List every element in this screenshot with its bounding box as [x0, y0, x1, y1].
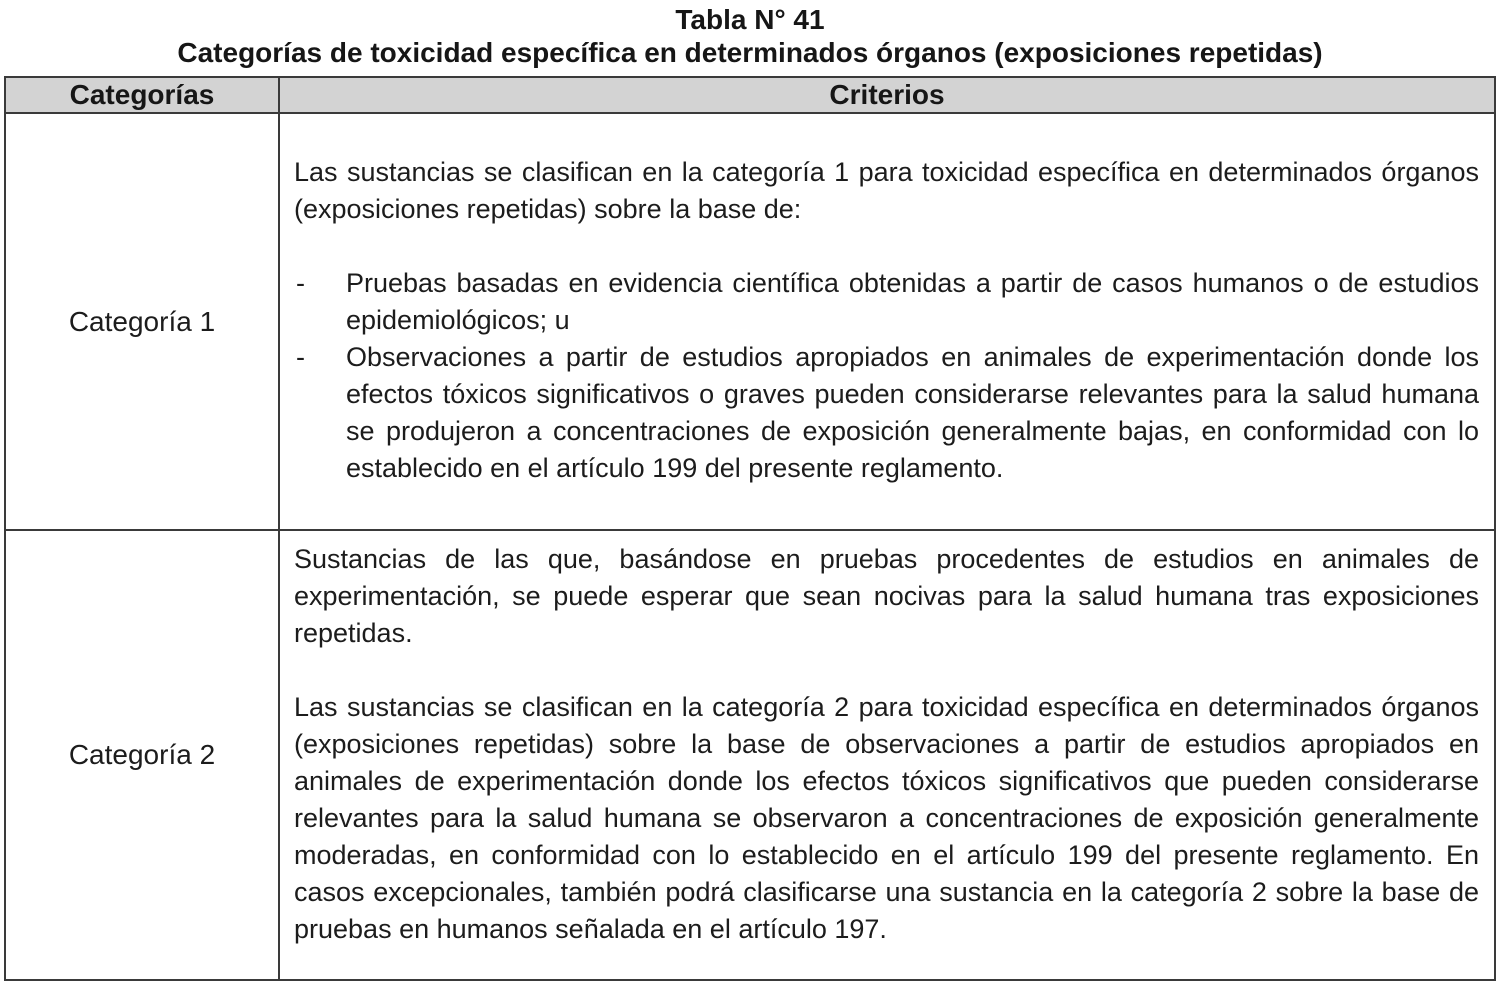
header-cell-criterios: Criterios: [279, 77, 1495, 113]
category-2-paragraph-1: Sustancias de las que, basándose en pruebas procedentes de estudios en animales de experimentación, se puede esperar que sean nocivas para la salud humana tras exposiciones repetidas.: [294, 544, 1479, 648]
toxicity-categories-table: [4, 76, 1496, 981]
category-1-criteria-cell: [279, 113, 1495, 530]
dash-bullet-marker: -: [296, 342, 305, 372]
bullet-item-1: [294, 265, 1479, 339]
category-2-label: Categoría 2: [5, 530, 279, 980]
category-1-label: Categoría 1: [5, 113, 279, 530]
table-number-title: Tabla N° 41: [675, 4, 825, 35]
header-cell-categorias: Categorías: [5, 77, 279, 113]
table-header-row: [5, 77, 1495, 113]
category-2-criteria-cell: [279, 530, 1495, 980]
table-row-categoria-2: [5, 530, 1495, 980]
dash-bullet-marker: -: [296, 268, 305, 298]
category-2-paragraph-2: Las sustancias se clasifican en la categoría 2 para toxicidad específica en determinados órganos (exposiciones repetidas) sobre la base de observaciones a partir de estudios apropiados en animales de experimentación donde los efectos tóxicos significativos que pueden considerarse relevantes para la salud humana se observaron a concentraciones de exposición generalmente moderadas, en conformidad con lo establecido en el artículo 199 del presente reglamento. En casos excepcionales, también podrá clasificarse una sustancia en la categoría 2 sobre la base de pruebas en humanos señalada en el artículo 197.: [294, 692, 1479, 944]
category-1-bullet-list: [294, 265, 1479, 487]
table-row-categoria-1: [5, 113, 1495, 530]
category-1-intro-paragraph: Las sustancias se clasifican en la categoría 1 para toxicidad específica en determinados órganos (exposiciones repetidas) sobre la base de:: [294, 157, 1479, 224]
bullet-item-1-text: Pruebas basadas en evidencia científica obtenidas a partir de casos humanos o de estudios epidemiológicos; u: [346, 268, 1479, 335]
bullet-item-2-text: Observaciones a partir de estudios apropiados en animales de experimentación donde los efectos tóxicos significativos o graves pueden considerarse relevantes para la salud humana se produjeron a concentraciones de exposición generalmente bajas, en conformidad con lo establecido en el artículo 199 del presente reglamento.: [346, 342, 1479, 483]
bullet-item-2: [294, 339, 1479, 487]
table-subtitle: Categorías de toxicidad específica en determinados órganos (exposiciones repetidas): [177, 37, 1323, 68]
